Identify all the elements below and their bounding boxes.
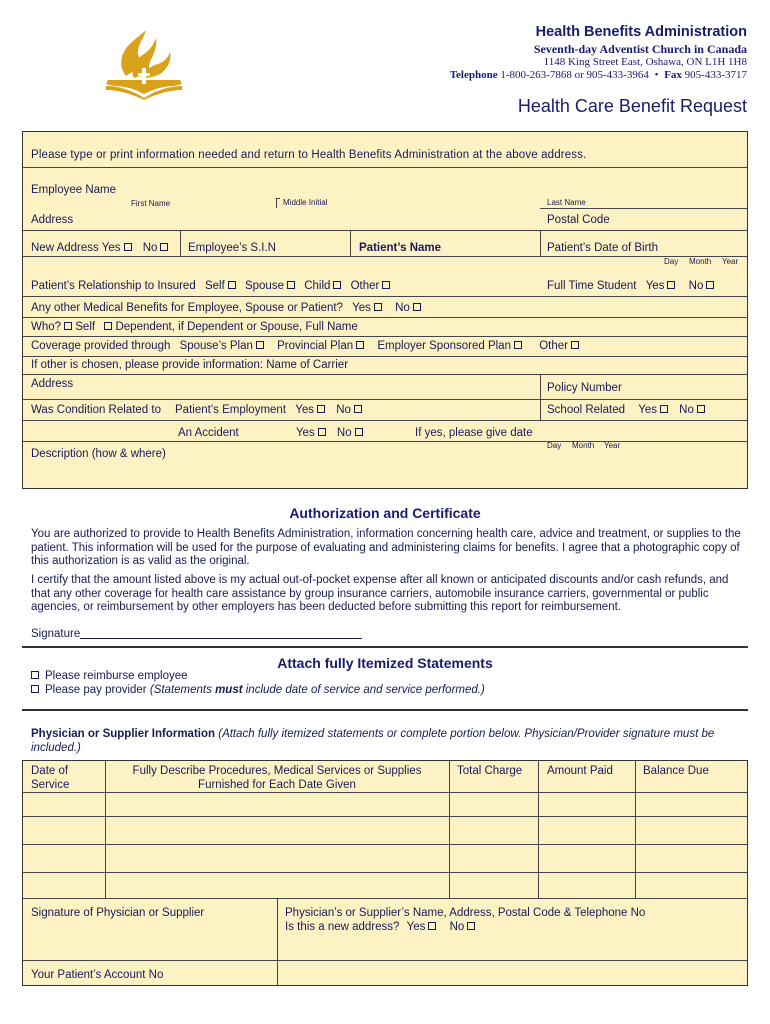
physician-new-address-no-checkbox[interactable] [467, 922, 475, 930]
physician-new-address-label: Is this a new address? [285, 921, 400, 933]
other-benefits-label: Any other Medical Benefits for Employee, Spouse or Patient? [31, 302, 343, 314]
accident-day-label: Day [547, 441, 562, 450]
first-name-label: First Name [131, 199, 171, 208]
form-instructions: Please type or print information needed and return to Health Benefits Administration at the above address. [31, 149, 587, 161]
physician-new-address-row [285, 921, 475, 933]
col-description [105, 765, 449, 792]
other-benefits-no-label: No [395, 302, 410, 314]
who-dependent-label: Dependent, if Dependent or Spouse, Full Name [115, 321, 358, 333]
policy-number-label: Policy Number [547, 382, 622, 394]
school-related-row [547, 404, 705, 416]
relationship-self-checkbox[interactable] [228, 281, 236, 289]
accident-no-label: No [336, 427, 352, 439]
statement-note-b: include date of service and service performed.) [242, 684, 485, 696]
student-yes-label: Yes [645, 280, 665, 292]
coverage-other-label: Other [539, 340, 568, 352]
employee-sin-label: Employee’s S.I.N [188, 242, 276, 254]
relationship-spouse-label: Spouse [244, 280, 284, 292]
who-self-label: Self [75, 321, 96, 333]
school-no-label: No [679, 404, 694, 416]
student-no-checkbox[interactable] [706, 281, 714, 289]
condition-related-row [31, 404, 161, 416]
reimburse-employee-label: Please reimburse employee [45, 670, 188, 682]
address-label: Address [31, 214, 74, 226]
condition-related-label: Was Condition Related to [31, 404, 161, 416]
physician-info-note: (Attach fully itemized statements or complete portion below. Physician/Provider signature must be included.) [31, 728, 715, 754]
fax-number: 905-433-3717 [684, 69, 747, 81]
student-yes-checkbox[interactable] [667, 281, 675, 289]
employment-no-checkbox[interactable] [354, 405, 362, 413]
full-time-student-label: Full Time Student [547, 280, 637, 292]
accident-yes-label: Yes [295, 427, 315, 439]
physician-signature-label: Signature of Physician or Supplier [31, 907, 205, 919]
patient-name-label: Patient’s Name [359, 242, 442, 254]
pay-provider-label: Please pay provider [45, 684, 147, 696]
school-related-label: School Related [547, 404, 625, 416]
col-total-charge: Total Charge [457, 765, 523, 777]
description-label: Description (how & where) [31, 448, 166, 460]
employment-yes-label: Yes [295, 404, 314, 416]
church-logo [104, 28, 184, 100]
dob-year-label: Year [722, 257, 739, 266]
accident-year-label: Year [604, 441, 621, 450]
pay-provider-option [31, 684, 485, 696]
employer-plan-checkbox[interactable] [514, 341, 522, 349]
relationship-other-checkbox[interactable] [382, 281, 390, 289]
col-balance-due: Balance Due [643, 765, 709, 777]
physician-new-address-yes-label: Yes [406, 921, 426, 933]
carrier-address-label: Address [31, 378, 74, 390]
school-yes-label: Yes [638, 404, 657, 416]
school-yes-checkbox[interactable] [660, 405, 668, 413]
statement-note-a: (Statements [149, 684, 216, 696]
school-no-checkbox[interactable] [697, 405, 705, 413]
accident-label: An Accident [178, 427, 239, 439]
accident-yes-checkbox[interactable] [318, 428, 326, 436]
patient-dob-label: Patient’s Date of Birth [547, 242, 659, 254]
pay-provider-checkbox[interactable] [31, 685, 39, 693]
telephone-label: Telephone [449, 69, 498, 81]
student-no-label: No [688, 280, 704, 292]
patient-employment-label: Patient’s Employment [175, 404, 287, 416]
employee-name-label: Employee Name [31, 184, 117, 196]
coverage-other-checkbox[interactable] [571, 341, 579, 349]
reimburse-employee-checkbox[interactable] [31, 671, 39, 679]
certification-paragraph: I certify that the amount listed above is my actual out-of-pocket expense after all known or anticipated discounts and/or cash refunds, and that any other coverage for health care assistance by group insurance carriers, automobile insurance carriers, governmental or public agencies, or reimbursement by other employers has been deducted before submitting this report for reimbursement. [31, 574, 729, 613]
contact-line [450, 69, 747, 81]
org-address: 1148 King Street East, Oshawa, ON L1H 1H8 [543, 56, 747, 68]
reimburse-option [31, 670, 188, 682]
accident-month-label: Month [572, 441, 595, 450]
new-address-label: New Address [31, 242, 99, 254]
dob-day-label: Day [664, 257, 679, 266]
physician-new-address-yes-checkbox[interactable] [428, 922, 436, 930]
physician-info-heading [31, 728, 743, 755]
provincial-plan-checkbox[interactable] [356, 341, 364, 349]
full-time-student-row [547, 280, 714, 292]
new-address-no-label: No [142, 242, 158, 254]
patient-account-label: Your Patient’s Account No [31, 969, 164, 981]
employer-plan-label: Employer Sponsored Plan [377, 340, 511, 352]
signature-line[interactable] [80, 638, 362, 639]
col-date-line1: Date of [31, 765, 69, 777]
last-name-label: Last Name [547, 198, 586, 207]
who-label: Who? [31, 321, 62, 333]
fax-label: Fax [664, 69, 682, 81]
coverage-row [31, 340, 579, 352]
spouse-plan-checkbox[interactable] [256, 341, 264, 349]
col-desc-line1: Fully Describe Procedures, Medical Services or Supplies [132, 765, 422, 777]
authorization-paragraph: You are authorized to provide to Health Benefits Administration, information concerning health care, advice and treatment, or supplies to the patient. This information will be used for the purpose of evaluating and administering claims for benefits. I agree that a photographic copy of this authorization is as valid as the original. [31, 528, 741, 567]
who-dependent-checkbox[interactable] [104, 322, 112, 330]
patient-employment-row [175, 404, 362, 416]
relationship-other-label: Other [350, 280, 380, 292]
col-amount-paid: Amount Paid [547, 765, 613, 777]
postal-code-label: Postal Code [547, 214, 610, 226]
other-benefits-row [31, 302, 421, 314]
other-benefits-yes-label: Yes [352, 302, 371, 314]
spouse-plan-label: Spouse’s Plan [179, 340, 253, 352]
relationship-self-label: Self [204, 280, 225, 292]
if-yes-date-label: If yes, please give date [415, 427, 533, 439]
who-row [31, 321, 358, 333]
flame-bible-icon [104, 28, 184, 100]
other-benefits-no-checkbox[interactable] [413, 303, 421, 311]
accident-row [178, 427, 363, 439]
relationship-label: Patient’s Relationship to Insured [31, 280, 196, 292]
physician-new-address-no-label: No [449, 921, 465, 933]
coverage-label: Coverage provided through [31, 340, 171, 352]
if-other-label: If other is chosen, please provide information: Name of Carrier [31, 359, 349, 371]
col-date-of-service [31, 765, 69, 792]
other-benefits-yes-checkbox[interactable] [374, 303, 382, 311]
statement-note-must: must [215, 684, 243, 696]
new-address-yes-label: Yes [101, 242, 121, 254]
relationship-spouse-checkbox[interactable] [287, 281, 295, 289]
physician-name-address-label: Physician’s or Supplier’s Name, Address, Postal Code & Telephone No [285, 907, 646, 919]
relationship-child-checkbox[interactable] [333, 281, 341, 289]
middle-initial-label: Middle Initial [283, 198, 328, 207]
new-address-no-checkbox[interactable] [160, 243, 168, 251]
accident-no-checkbox[interactable] [355, 428, 363, 436]
who-self-checkbox[interactable] [64, 322, 72, 330]
services-table [22, 760, 748, 986]
employment-yes-checkbox[interactable] [317, 405, 325, 413]
relationship-row [31, 280, 390, 292]
new-address-row [31, 242, 168, 254]
church-name: Seventh-day Adventist Church in Canada [533, 42, 747, 56]
authorization-title: Authorization and Certificate [289, 505, 481, 521]
relationship-child-label: Child [304, 280, 331, 292]
form-title: Health Care Benefit Request [517, 96, 747, 116]
attach-title: Attach fully Itemized Statements [277, 655, 493, 671]
telephone-number: 1-800-263-7868 or 905-433-3964 [500, 69, 649, 81]
provincial-plan-label: Provincial Plan [277, 340, 354, 352]
col-desc-line2: Furnished for Each Date Given [198, 778, 356, 791]
col-date-line2: Service [31, 778, 70, 791]
physician-info-label: Physician or Supplier Information [31, 728, 216, 740]
dob-month-label: Month [689, 257, 712, 266]
new-address-yes-checkbox[interactable] [124, 243, 132, 251]
bullet: • [654, 69, 659, 81]
org-name: Health Benefits Administration [535, 24, 747, 40]
employment-no-label: No [336, 404, 351, 416]
signature-label: Signature [31, 628, 81, 640]
